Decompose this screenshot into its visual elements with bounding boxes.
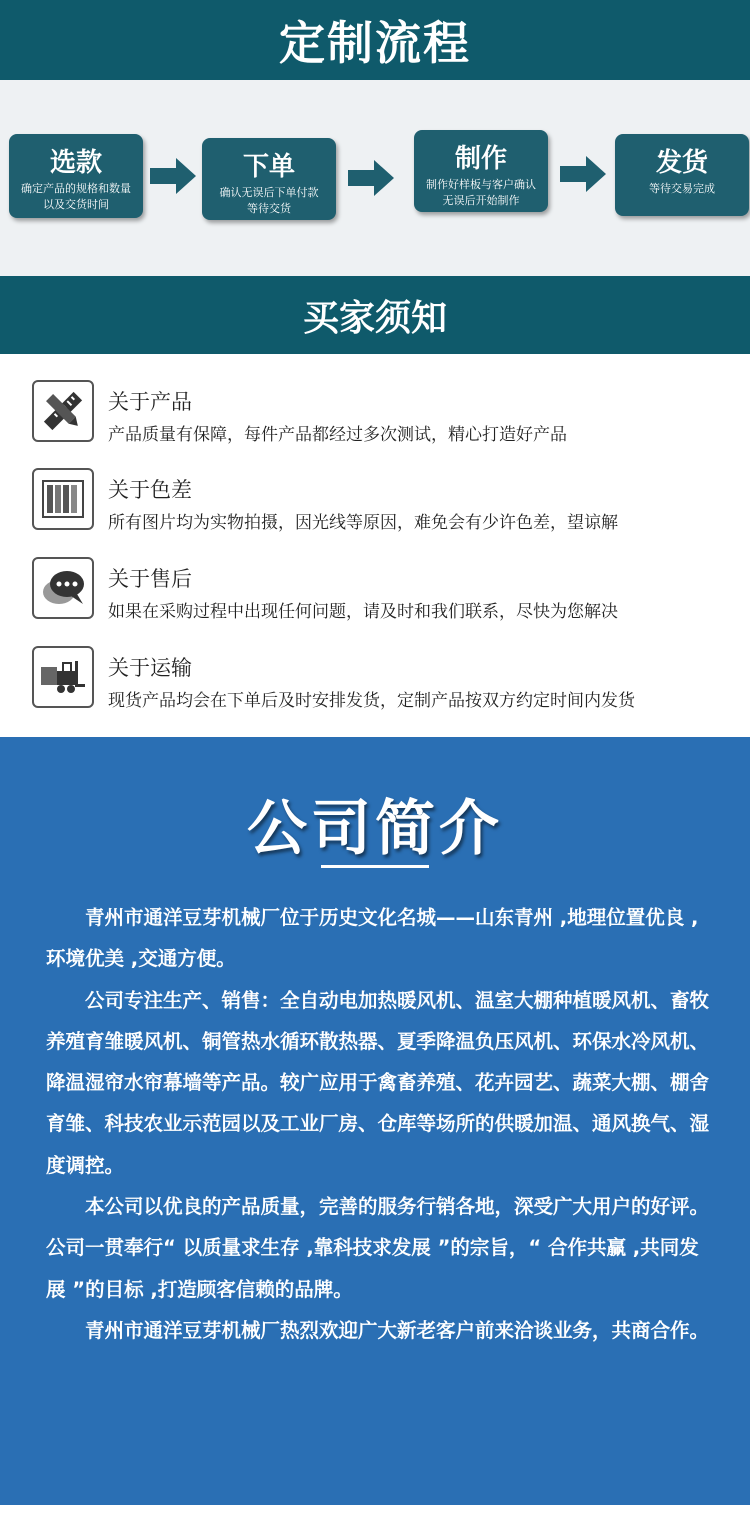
arrow-right-icon	[150, 158, 196, 194]
chat-bubbles-icon	[32, 557, 94, 619]
notice-banner	[0, 276, 750, 354]
intro-paragraph: 本公司以优良的产品质量，完善的服务行销各地，深受广大用户的好评。公司一贯奉行“ 以质量求生存 ,靠科技求发展 ”的宗旨，“ 合作共赢 ,共同发展 ”的目标 ,打造顾客信赖的品牌。	[46, 1195, 710, 1301]
intro-paragraph: 公司专注生产、销售：全自动电加热暖风机、温室大棚种植暖风机、畜牧养殖育雏暖风机、铜管热水循环散热器、夏季降温负压风机、环保水冷风机、降温湿帘水帘幕墙等产品。较广应用于禽畜养殖、花卉园艺、蔬菜大棚、棚舍育雏、科技农业示范园以及工业厂房、仓库等场所的供暖加温、通风换气、湿度调控。	[46, 988, 710, 1177]
company-intro-section	[0, 737, 750, 1505]
notice-item-aftersale	[32, 557, 732, 623]
notice-item-title: 关于色差	[108, 478, 192, 502]
step-title: 选款	[49, 148, 102, 178]
notice-title: 买家须知	[302, 297, 447, 339]
notice-item-title: 关于产品	[108, 390, 192, 414]
company-intro-text	[46, 897, 710, 1351]
step-desc: 确定产品的规格和数量 以及交货时间	[21, 182, 131, 211]
bottom-spacer	[0, 1505, 750, 1539]
intro-paragraph: 青州市通洋豆芽机械厂热烈欢迎广大新老客户前来洽谈业务，共商合作。	[85, 1318, 710, 1342]
notice-item-title: 关于运输	[108, 656, 192, 680]
notice-item-title: 关于售后	[108, 567, 192, 591]
intro-paragraph: 青州市通洋豆芽机械厂位于历史文化名城——山东青州 ,地理位置优良 ,环境优美 ,交通方便。	[46, 906, 699, 971]
notice-item-desc: 如果在采购过程中出现任何问题，请及时和我们联系，尽快为您解决	[108, 602, 618, 622]
step-desc: 制作好样板与客户确认 无误后开始制作	[426, 178, 536, 207]
process-banner	[0, 0, 750, 80]
step-order	[202, 138, 336, 220]
notice-item-color	[32, 468, 732, 534]
step-desc: 等待交易完成	[649, 182, 715, 195]
step-title: 下单	[242, 152, 295, 182]
step-produce	[414, 130, 548, 212]
notice-item-desc: 所有图片均为实物拍摄，因光线等原因，难免会有少许色差，望谅解	[108, 513, 618, 533]
arrow-right-icon	[348, 160, 394, 196]
process-title: 定制流程	[279, 16, 471, 70]
forklift-icon	[32, 646, 94, 708]
process-section	[0, 80, 750, 276]
notice-section	[0, 354, 750, 737]
ruler-pencil-icon	[32, 380, 94, 442]
step-title: 制作	[454, 144, 507, 174]
color-bars-icon	[32, 468, 94, 530]
step-title: 发货	[655, 148, 708, 178]
notice-item-product	[32, 380, 732, 446]
step-ship	[615, 134, 749, 216]
notice-item-shipping	[32, 646, 732, 712]
step-desc: 确认无误后下单付款 等待交货	[219, 186, 319, 215]
notice-item-desc: 现货产品均会在下单后及时安排发货，定制产品按双方约定时间内发货	[108, 691, 635, 711]
step-select	[9, 134, 143, 218]
title-underline	[321, 865, 429, 868]
notice-item-desc: 产品质量有保障，每件产品都经过多次测试，精心打造好产品	[108, 425, 567, 445]
arrow-right-icon	[560, 156, 606, 192]
company-intro-title: 公司简介	[247, 794, 503, 864]
